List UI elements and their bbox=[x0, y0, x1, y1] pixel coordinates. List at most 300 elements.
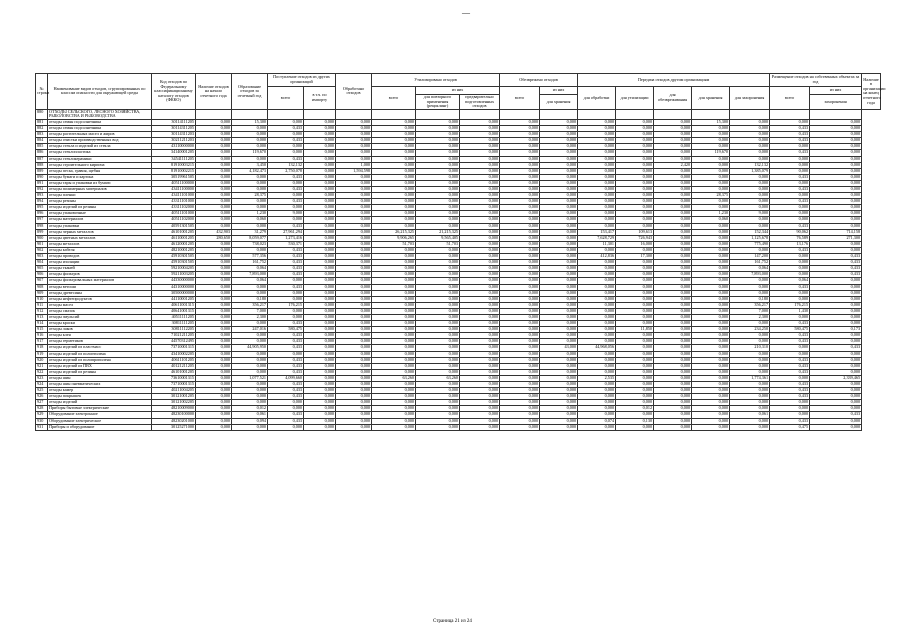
value-cell: 0,000 bbox=[810, 278, 862, 284]
value-cell: 0,000 bbox=[196, 205, 232, 211]
fkko-code-cell: 40611001315 bbox=[152, 302, 196, 308]
waste-name-cell: Приборы и оборудование bbox=[48, 424, 152, 430]
value-cell: 0,000 bbox=[500, 254, 540, 260]
value-cell: 147,200 bbox=[730, 254, 770, 260]
value-cell: 0,000 bbox=[810, 193, 862, 199]
value-cell: 0,000 bbox=[336, 406, 372, 412]
subheader-cell: всего bbox=[372, 87, 416, 110]
value-cell: 0,000 bbox=[810, 418, 862, 424]
value-cell: 0,000 bbox=[692, 302, 730, 308]
subheader-cell: всего bbox=[268, 87, 304, 110]
value-cell bbox=[372, 109, 416, 119]
value-cell: 0,000 bbox=[540, 369, 578, 375]
value-cell: 0,000 bbox=[692, 247, 730, 253]
value-cell: 15,300 bbox=[232, 119, 268, 125]
value-cell: 0,000 bbox=[616, 284, 654, 290]
value-cell: 0,000 bbox=[372, 144, 416, 150]
value-cell: 0,000 bbox=[654, 260, 692, 266]
value-cell: 0,000 bbox=[372, 302, 416, 308]
value-cell: 0,000 bbox=[304, 418, 336, 424]
value-cell: 0,000 bbox=[304, 284, 336, 290]
value-cell: 0,000 bbox=[336, 339, 372, 345]
fkko-code-cell: 30125271000 bbox=[152, 424, 196, 430]
value-cell: 0,000 bbox=[196, 119, 232, 125]
fkko-code-cell: 30211211203 bbox=[152, 138, 196, 144]
fkko-code-cell: 48230201000 bbox=[152, 418, 196, 424]
value-cell: 0,000 bbox=[500, 406, 540, 412]
value-cell: 0,000 bbox=[304, 333, 336, 339]
value-cell: 0,433 bbox=[810, 345, 862, 351]
value-cell: 1,430 bbox=[770, 308, 810, 314]
value-cell: 0,000 bbox=[336, 223, 372, 229]
value-cell: 0,000 bbox=[730, 174, 770, 180]
subheader-cell: всего bbox=[500, 87, 540, 110]
value-cell: 0,000 bbox=[654, 357, 692, 363]
value-cell: 0,000 bbox=[500, 369, 540, 375]
value-cell: 0,000 bbox=[304, 187, 336, 193]
value-cell: 0,475 bbox=[770, 424, 810, 430]
value-cell: 0,000 bbox=[304, 321, 336, 327]
value-cell: 0,433 bbox=[268, 266, 304, 272]
value-cell: 0,000 bbox=[810, 241, 862, 247]
fkko-code-cell: 81910003215 bbox=[152, 162, 196, 168]
value-cell: 0,000 bbox=[460, 284, 500, 290]
value-cell: 0,433 bbox=[268, 345, 304, 351]
value-cell: 0,000 bbox=[336, 205, 372, 211]
row-number-cell: 896 bbox=[36, 211, 48, 217]
value-cell: 161,752 bbox=[730, 260, 770, 266]
value-cell: 0,000 bbox=[810, 150, 862, 156]
value-cell: 0,130 bbox=[616, 418, 654, 424]
value-cell: 0,000 bbox=[654, 296, 692, 302]
value-cell: 0,000 bbox=[654, 284, 692, 290]
value-cell bbox=[654, 109, 692, 119]
value-cell: 0,000 bbox=[460, 339, 500, 345]
value-cell: 0,000 bbox=[500, 424, 540, 430]
value-cell: 0,000 bbox=[336, 150, 372, 156]
value-cell: 0,000 bbox=[460, 156, 500, 162]
value-cell: 0,000 bbox=[692, 351, 730, 357]
value-cell: 0,000 bbox=[416, 247, 460, 253]
value-cell: 0,000 bbox=[500, 394, 540, 400]
value-cell: 0,000 bbox=[196, 254, 232, 260]
value-cell: 0,000 bbox=[336, 260, 372, 266]
value-cell: 0,012 bbox=[616, 406, 654, 412]
row-number-cell: 900 bbox=[36, 235, 48, 241]
value-cell: 0,000 bbox=[336, 174, 372, 180]
value-cell: 0,433 bbox=[810, 266, 862, 272]
value-cell: 0,000 bbox=[616, 187, 654, 193]
row-number-cell: 889 bbox=[36, 168, 48, 174]
value-cell: 0,000 bbox=[336, 302, 372, 308]
value-cell: 0,000 bbox=[460, 223, 500, 229]
subsubheader-cell: предварительно подготовленных отходов bbox=[460, 95, 500, 110]
table-body bbox=[36, 109, 881, 430]
value-cell: 0,000 bbox=[372, 296, 416, 302]
value-cell: 153,417 bbox=[578, 229, 616, 235]
fkko-code-cell bbox=[152, 109, 196, 119]
value-cell: 28,375 bbox=[232, 193, 268, 199]
waste-name-cell: отходы герметиков bbox=[48, 339, 152, 345]
row-number-cell: 903 bbox=[36, 254, 48, 260]
value-cell: 0,000 bbox=[692, 382, 730, 388]
value-cell: 0,000 bbox=[500, 272, 540, 278]
value-cell: 0,000 bbox=[460, 382, 500, 388]
value-cell: 0,000 bbox=[304, 400, 336, 406]
value-cell: 0,000 bbox=[460, 144, 500, 150]
value-cell: 0,000 bbox=[654, 339, 692, 345]
value-cell: 0,000 bbox=[232, 424, 268, 430]
value-cell: 0,000 bbox=[540, 290, 578, 296]
value-cell: 0,000 bbox=[692, 180, 730, 186]
value-cell bbox=[770, 109, 810, 119]
value-cell: 0,000 bbox=[540, 424, 578, 430]
value-cell: 0,000 bbox=[336, 193, 372, 199]
value-cell: 0,000 bbox=[578, 223, 616, 229]
value-cell: 0,000 bbox=[770, 119, 810, 125]
value-cell: 0,433 bbox=[770, 174, 810, 180]
subheader-cell: для обработки bbox=[578, 87, 616, 110]
value-cell: 0,000 bbox=[460, 321, 500, 327]
value-cell: 51,703 bbox=[372, 241, 416, 247]
value-cell: 0,000 bbox=[540, 223, 578, 229]
value-cell: 0,000 bbox=[692, 321, 730, 327]
waste-name-cell: отходы резины bbox=[48, 199, 152, 205]
value-cell: 356,217 bbox=[730, 302, 770, 308]
value-cell: 0,433 bbox=[770, 187, 810, 193]
value-cell: 0,060 bbox=[232, 217, 268, 223]
waste-name-cell: отходы строительного кирпича bbox=[48, 162, 152, 168]
value-cell: 0,000 bbox=[540, 150, 578, 156]
value-cell: 0,000 bbox=[500, 400, 540, 406]
value-cell: 0,000 bbox=[616, 321, 654, 327]
value-cell: 0,000 bbox=[578, 138, 616, 144]
value-cell: 0,000 bbox=[654, 400, 692, 406]
value-cell: 0,000 bbox=[232, 284, 268, 290]
value-cell: 0,000 bbox=[268, 290, 304, 296]
value-cell: 577,356 bbox=[232, 254, 268, 260]
value-cell: 0,000 bbox=[654, 278, 692, 284]
value-cell: 0,000 bbox=[416, 174, 460, 180]
value-cell: 0,000 bbox=[540, 272, 578, 278]
row-number-cell: 897 bbox=[36, 217, 48, 223]
value-cell: 0,000 bbox=[372, 193, 416, 199]
value-cell: 0,000 bbox=[196, 345, 232, 351]
value-cell: 0,000 bbox=[692, 327, 730, 333]
waste-name-cell: отходы цветных металлов bbox=[48, 235, 152, 241]
value-cell: 0,000 bbox=[578, 388, 616, 394]
value-cell: 0,000 bbox=[336, 211, 372, 217]
value-cell: 0,433 bbox=[770, 388, 810, 394]
row-number-cell: 886 bbox=[36, 150, 48, 156]
value-cell: 0,433 bbox=[770, 247, 810, 253]
value-cell: 0,000 bbox=[730, 400, 770, 406]
value-cell: 0,000 bbox=[416, 254, 460, 260]
value-cell: 0,000 bbox=[460, 260, 500, 266]
value-cell: 0,000 bbox=[196, 290, 232, 296]
value-cell: 0,000 bbox=[500, 156, 540, 162]
value-cell: 0,000 bbox=[500, 278, 540, 284]
value-cell: 0,000 bbox=[372, 254, 416, 260]
waste-name-cell: Оборудование электронное bbox=[48, 412, 152, 418]
value-cell: 0,064 bbox=[730, 266, 770, 272]
waste-name-cell: отходы пленки bbox=[48, 193, 152, 199]
waste-report-table bbox=[35, 73, 886, 431]
value-cell: 0,433 bbox=[770, 199, 810, 205]
value-cell: 0,000 bbox=[196, 333, 232, 339]
value-cell: 0,000 bbox=[460, 193, 500, 199]
value-cell: 0,000 bbox=[540, 211, 578, 217]
value-cell: 0,000 bbox=[304, 296, 336, 302]
value-cell: 0,000 bbox=[336, 351, 372, 357]
value-cell: 0,000 bbox=[578, 412, 616, 418]
value-cell: 0,000 bbox=[304, 394, 336, 400]
value-cell: 0,433 bbox=[268, 187, 304, 193]
value-cell: 0,000 bbox=[500, 217, 540, 223]
value-cell: 0,000 bbox=[810, 394, 862, 400]
value-cell: 0,433 bbox=[268, 363, 304, 369]
value-cell: 0,000 bbox=[540, 138, 578, 144]
value-cell: 0,000 bbox=[268, 278, 304, 284]
value-cell: 0,000 bbox=[336, 424, 372, 430]
fkko-code-cell: 43311102000 bbox=[152, 205, 196, 211]
value-cell: 0,000 bbox=[500, 314, 540, 320]
value-cell: 0,000 bbox=[654, 327, 692, 333]
value-cell: 271,300 bbox=[810, 235, 862, 241]
value-cell: 0,000 bbox=[810, 144, 862, 150]
value-cell: 0,000 bbox=[304, 308, 336, 314]
value-cell: 0,000 bbox=[810, 205, 862, 211]
value-cell: 0,000 bbox=[416, 388, 460, 394]
value-cell: 0,000 bbox=[810, 369, 862, 375]
value-cell: 0,000 bbox=[654, 168, 692, 174]
value-cell: 0,000 bbox=[372, 162, 416, 168]
value-cell: 0,000 bbox=[578, 260, 616, 266]
value-cell: 0,000 bbox=[372, 308, 416, 314]
value-cell: 8,059,077 bbox=[232, 235, 268, 241]
value-cell: 0,000 bbox=[372, 363, 416, 369]
value-cell: 0,000 bbox=[654, 223, 692, 229]
value-cell: 0,000 bbox=[578, 406, 616, 412]
value-cell bbox=[578, 109, 616, 119]
value-cell: 0,000 bbox=[336, 345, 372, 351]
fkko-code-cell: 30811111205 bbox=[152, 321, 196, 327]
value-cell: 0,060 bbox=[692, 217, 730, 223]
fkko-code-cell: 30121001205 bbox=[152, 394, 196, 400]
value-cell: 775,490 bbox=[730, 241, 770, 247]
value-cell: 0,433 bbox=[268, 339, 304, 345]
value-cell: 0,000 bbox=[416, 290, 460, 296]
value-cell: 0,000 bbox=[196, 132, 232, 138]
row-number-cell: 906 bbox=[36, 272, 48, 278]
value-cell: 161,752 bbox=[232, 260, 268, 266]
value-cell: 152,344 bbox=[730, 229, 770, 235]
value-cell: 0,000 bbox=[304, 406, 336, 412]
value-cell: 0,000 bbox=[372, 247, 416, 253]
value-cell: 0,000 bbox=[540, 205, 578, 211]
value-cell: 0,000 bbox=[460, 180, 500, 186]
value-cell: 356,217 bbox=[232, 302, 268, 308]
value-cell: 2,339,465 bbox=[810, 375, 862, 381]
value-cell: 0,000 bbox=[730, 424, 770, 430]
value-cell: 0,000 bbox=[654, 266, 692, 272]
waste-name-cell: отходы изделий из резины bbox=[48, 369, 152, 375]
value-cell: 0,000 bbox=[692, 314, 730, 320]
value-cell: 0,000 bbox=[770, 254, 810, 260]
value-cell: 0,000 bbox=[692, 363, 730, 369]
value-cell: 0,000 bbox=[540, 254, 578, 260]
value-cell: 0,000 bbox=[692, 394, 730, 400]
value-cell: 0,000 bbox=[616, 132, 654, 138]
value-cell: 0,000 bbox=[810, 223, 862, 229]
value-cell: 0,000 bbox=[654, 119, 692, 125]
value-cell: 4,099,660 bbox=[268, 375, 304, 381]
value-cell: 0,433 bbox=[810, 412, 862, 418]
value-cell: 0,000 bbox=[304, 272, 336, 278]
value-cell: 0,000 bbox=[578, 382, 616, 388]
value-cell: 0,000 bbox=[578, 168, 616, 174]
fkko-code-cell: 45910301505 bbox=[152, 260, 196, 266]
header-cell: Передача отходов другим организациям bbox=[578, 74, 770, 87]
value-cell: 0,000 bbox=[730, 382, 770, 388]
fkko-code-cell: 30121002205 bbox=[152, 400, 196, 406]
value-cell: 0,000 bbox=[232, 126, 268, 132]
value-cell: 0,000 bbox=[460, 357, 500, 363]
value-cell: 0,000 bbox=[692, 333, 730, 339]
value-cell: 0,000 bbox=[730, 180, 770, 186]
value-cell: 0,000 bbox=[196, 241, 232, 247]
value-cell: 0,000 bbox=[268, 308, 304, 314]
value-cell: 0,000 bbox=[460, 126, 500, 132]
value-cell: 0,000 bbox=[692, 156, 730, 162]
value-cell: 0,000 bbox=[304, 223, 336, 229]
value-cell: 90,062 bbox=[770, 229, 810, 235]
value-cell: 0,000 bbox=[304, 119, 336, 125]
value-cell: 0,000 bbox=[196, 126, 232, 132]
value-cell: 0,000 bbox=[336, 229, 372, 235]
value-cell: 0,000 bbox=[416, 369, 460, 375]
value-cell: 0,000 bbox=[810, 211, 862, 217]
value-cell: 1,273,416 bbox=[268, 235, 304, 241]
value-cell: 0,000 bbox=[810, 321, 862, 327]
value-cell: 7,893,000 bbox=[232, 272, 268, 278]
value-cell: 0,000 bbox=[654, 333, 692, 339]
value-cell: 0,000 bbox=[578, 156, 616, 162]
value-cell: 0,000 bbox=[336, 199, 372, 205]
value-cell: 0,000 bbox=[336, 180, 372, 186]
row-number-cell: 880 bbox=[36, 109, 48, 119]
value-cell: 27,961,294 bbox=[268, 229, 304, 235]
value-cell: 0,000 bbox=[616, 363, 654, 369]
value-cell: 0,000 bbox=[336, 308, 372, 314]
waste-name-cell: отходы шин bbox=[48, 375, 152, 381]
value-cell: 0,000 bbox=[500, 199, 540, 205]
value-cell: 0,000 bbox=[196, 363, 232, 369]
value-cell: 0,000 bbox=[336, 296, 372, 302]
value-cell: 0,000 bbox=[692, 254, 730, 260]
fkko-code-cell: 48210001205 bbox=[152, 247, 196, 253]
value-cell: 0,000 bbox=[372, 321, 416, 327]
value-cell: 0,000 bbox=[416, 406, 460, 412]
row-number-cell: 882 bbox=[36, 126, 48, 132]
value-cell: 0,000 bbox=[500, 174, 540, 180]
value-cell: 0,000 bbox=[578, 211, 616, 217]
value-cell: 0,000 bbox=[372, 400, 416, 406]
fkko-code-cell: 40511101000 bbox=[152, 211, 196, 217]
value-cell: 0,000 bbox=[540, 162, 578, 168]
waste-name-cell: отходы клея bbox=[48, 333, 152, 339]
value-cell: 0,000 bbox=[304, 150, 336, 156]
value-cell: 0,000 bbox=[730, 388, 770, 394]
value-cell: 0,000 bbox=[372, 314, 416, 320]
value-cell: 0,000 bbox=[578, 278, 616, 284]
value-cell: 0,000 bbox=[460, 205, 500, 211]
value-cell: 0,000 bbox=[372, 351, 416, 357]
value-cell: 0,000 bbox=[500, 266, 540, 272]
value-cell: 530,371 bbox=[268, 241, 304, 247]
value-cell: 0,000 bbox=[540, 406, 578, 412]
value-cell: 0,000 bbox=[810, 126, 862, 132]
value-cell: 0,000 bbox=[416, 193, 460, 199]
value-cell: 0,000 bbox=[232, 247, 268, 253]
value-cell: 0,000 bbox=[770, 180, 810, 186]
value-cell: 0,000 bbox=[416, 138, 460, 144]
value-cell: 0,000 bbox=[616, 272, 654, 278]
value-cell: 0,000 bbox=[304, 205, 336, 211]
value-cell: 0,000 bbox=[654, 375, 692, 381]
value-cell: 0,000 bbox=[304, 260, 336, 266]
value-cell: 0,000 bbox=[692, 199, 730, 205]
value-cell: 0,000 bbox=[416, 345, 460, 351]
value-cell: 0,433 bbox=[268, 174, 304, 180]
value-cell: 0,433 bbox=[268, 357, 304, 363]
value-cell: 0,000 bbox=[336, 388, 372, 394]
value-cell: 0,000 bbox=[232, 369, 268, 375]
value-cell: 0,000 bbox=[460, 235, 500, 241]
value-cell: 0,000 bbox=[304, 199, 336, 205]
value-cell: 0,000 bbox=[810, 180, 862, 186]
row-number-cell: 914 bbox=[36, 321, 48, 327]
value-cell: 0,000 bbox=[770, 266, 810, 272]
fkko-code-cell: 44110001205 bbox=[152, 296, 196, 302]
value-cell: 0,433 bbox=[268, 333, 304, 339]
value-cell: 0,000 bbox=[540, 321, 578, 327]
waste-name-cell: отходы упаковки bbox=[48, 223, 152, 229]
value-cell: 0,000 bbox=[304, 144, 336, 150]
value-cell: 0,000 bbox=[196, 424, 232, 430]
value-cell: 4,182,473 bbox=[232, 168, 268, 174]
value-cell: 0,000 bbox=[540, 302, 578, 308]
value-cell: 0,000 bbox=[416, 412, 460, 418]
value-cell: 0,000 bbox=[336, 321, 372, 327]
value-cell: 210,310 bbox=[730, 345, 770, 351]
value-cell: 0,000 bbox=[654, 412, 692, 418]
value-cell: 0,000 bbox=[540, 339, 578, 345]
value-cell: 0,433 bbox=[770, 339, 810, 345]
waste-name-cell: отходы лаков bbox=[48, 327, 152, 333]
value-cell: 0,000 bbox=[372, 418, 416, 424]
subheader-cell: из них bbox=[416, 87, 500, 95]
row-number-cell: 890 bbox=[36, 174, 48, 180]
fkko-code-cell: 43110000000 bbox=[152, 144, 196, 150]
value-cell: 0,000 bbox=[692, 284, 730, 290]
value-cell: 16,000 bbox=[616, 241, 654, 247]
value-cell: 43,000 bbox=[540, 345, 578, 351]
fkko-code-cell: 73710001315 bbox=[152, 345, 196, 351]
waste-name-cell: отходы покрышек bbox=[48, 394, 152, 400]
value-cell: 0,000 bbox=[730, 351, 770, 357]
value-cell: 0,000 bbox=[416, 180, 460, 186]
